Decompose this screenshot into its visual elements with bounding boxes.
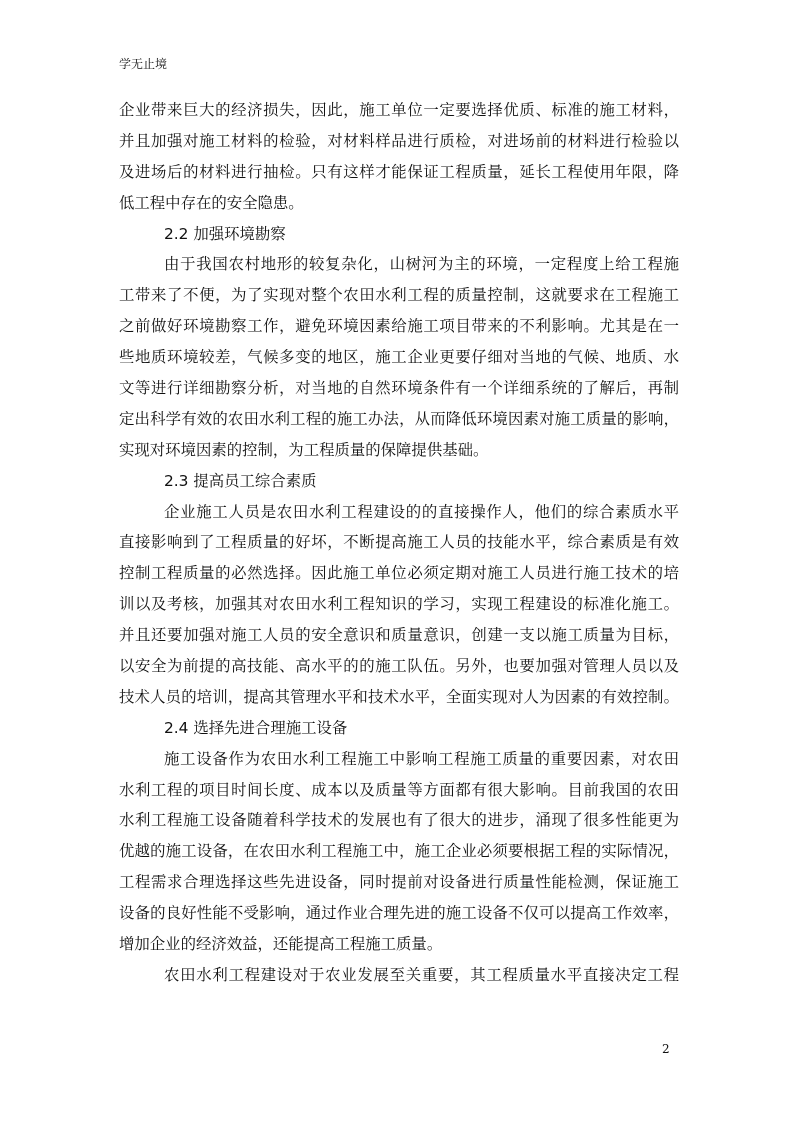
section-heading: 2.2 加强环境勘察 <box>164 224 286 243</box>
text-line: 实现对环境因素的控制，为工程质量的保障提供基础。 <box>119 440 489 459</box>
text-line: 施工设备作为农田水利工程施工中影响工程施工质量的重要因素，对农田 <box>164 749 679 768</box>
text-line: 水利工程施工设备随着科学技术的发展也有了很大的进步，涌现了很多性能更为 <box>119 811 679 830</box>
text-line: 直接影响到了工程质量的好坏，不断提高施工人员的技能水平，综合素质是有效 <box>119 533 679 552</box>
text-line: 工程需求合理选择这些先进设备，同时提前对设备进行质量性能检测，保证施工 <box>119 873 679 892</box>
text-line: 优越的施工设备，在农田水利工程施工中，施工企业必须要根据工程的实际情况， <box>119 842 679 861</box>
text-line: 低工程中存在的安全隐患。 <box>119 193 304 212</box>
text-line: 农田水利工程建设对于农业发展至关重要，其工程质量水平直接决定工程 <box>164 965 679 984</box>
text-line: 由于我国农村地形的较复杂化，山树河为主的环境，一定程度上给工程施 <box>164 255 679 274</box>
section-heading: 2.4 选择先进合理施工设备 <box>164 718 348 737</box>
text-line: 定出科学有效的农田水利工程的施工办法，从而降低环境因素对施工质量的影响， <box>119 409 679 428</box>
text-line: 及进场后的材料进行抽检。只有这样才能保证工程质量，延长工程使用年限，降 <box>119 162 679 181</box>
text-line: 企业施工人员是农田水利工程建设的的直接操作人，他们的综合素质水平 <box>164 502 679 521</box>
text-line: 并且加强对施工材料的检验，对材料样品进行质检，对进场前的材料进行检验以 <box>119 131 679 150</box>
text-line: 设备的良好性能不受影响，通过作业合理先进的施工设备不仅可以提高工作效率， <box>119 904 679 923</box>
text-line: 文等进行详细勘察分析，对当地的自然环境条件有一个详细系统的了解后，再制 <box>119 379 679 398</box>
text-line: 之前做好环境勘察工作，避免环境因素给施工项目带来的不利影响。尤其是在一 <box>119 317 679 336</box>
text-line: 训以及考核，加强其对农田水利工程知识的学习，实现工程建设的标准化施工。 <box>119 595 679 614</box>
page-number: 2 <box>662 1042 670 1056</box>
page-header: 学无止境 <box>119 57 168 71</box>
text-line: 并且还要加强对施工人员的安全意识和质量意识，创建一支以施工质量为目标， <box>119 626 679 645</box>
text-line: 水利工程的项目时间长度、成本以及质量等方面都有很大影响。目前我国的农田 <box>119 780 679 799</box>
text-line: 增加企业的经济效益，还能提高工程施工质量。 <box>119 935 443 954</box>
text-line: 些地质环境较差，气候多变的地区，施工企业更要仔细对当地的气候、地质、水 <box>119 348 679 367</box>
document-body <box>119 95 679 991</box>
text-line: 技术人员的培训，提高其管理水平和技术水平，全面实现对人为因素的有效控制。 <box>119 687 679 706</box>
text-line: 以安全为前提的高技能、高水平的的施工队伍。另外，也要加强对管理人员以及 <box>119 657 679 676</box>
text-line: 企业带来巨大的经济损失，因此，施工单位一定要选择优质、标准的施工材料， <box>119 101 679 119</box>
section-heading: 2.3 提高员工综合素质 <box>164 471 317 490</box>
text-line: 工带来了不便，为了实现对整个农田水利工程的质量控制，这就要求在工程施工 <box>119 286 679 305</box>
text-line: 控制工程质量的必然选择。因此施工单位必须定期对施工人员进行施工技术的培 <box>119 564 679 583</box>
